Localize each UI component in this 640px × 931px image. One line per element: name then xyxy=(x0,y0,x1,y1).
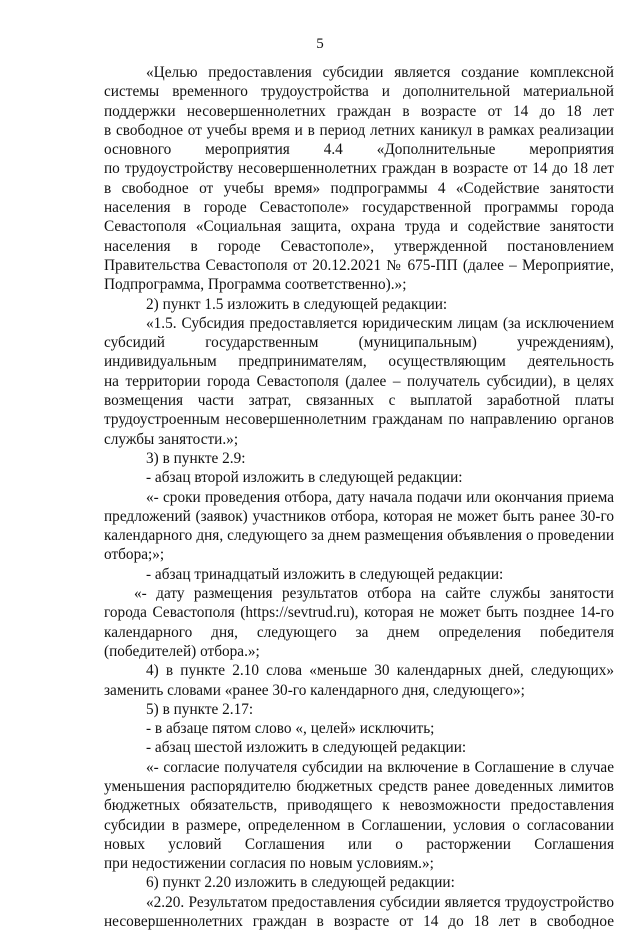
text-line: системы временного трудоустройства и дополнительной материальной xyxy=(104,83,614,101)
text-line: «1.5. Субсидия предоставляется юридическим лицам (за исключением xyxy=(146,314,614,332)
text-line: (победителей) отбора.»; xyxy=(104,642,260,660)
text-line: - абзац шестой изложить в следующей редакции: xyxy=(146,739,467,757)
text-line: «Целью предоставления субсидии является создание комплексной xyxy=(146,64,614,81)
text-line: несовершеннолетних граждан в возрасте от 14 до 18 лет в свободное xyxy=(104,913,614,931)
text-line: в свободное от учебы время и в период летних каникул в рамках реализации xyxy=(104,121,614,139)
text-line: субсидии в размере, определенном в Соглашении, условия о согласовании xyxy=(104,816,614,834)
text-line: на территории города Севастополя (далее – получатель субсидии), в целях xyxy=(104,372,614,390)
text-line: Подпрограмма, Программа соответственно).»; xyxy=(104,276,407,294)
text-line: трудоустроенным несовершеннолетним гражданам по направлению органов xyxy=(104,411,614,429)
text-line: «- дату размещения результатов отбора на сайте службы занятости xyxy=(134,585,614,603)
text-line: календарного дня, следующего за днем определения победителя xyxy=(104,623,614,641)
text-line: населения в городе Севастополе» государственной программы города xyxy=(104,199,614,217)
text-line: основного мероприятия 4.4 «Дополнительные мероприятия xyxy=(104,141,614,159)
text-line: - в абзаце пятом слово «, целей» исключить; xyxy=(146,720,435,738)
text-line: уменьшения распорядителю бюджетных средств ранее доведенных лимитов xyxy=(104,777,614,795)
text-line: бюджетных обязательств, приводящего к невозможности предоставления xyxy=(104,797,614,815)
text-line: субсидий государственным (муниципальным) учреждениям), xyxy=(104,334,614,352)
page-number: 5 xyxy=(316,36,324,52)
text-line: - абзац тринадцатый изложить в следующей редакции: xyxy=(146,565,504,583)
text-line: «- согласие получателя субсидии на включение в Соглашение в случае xyxy=(146,758,614,776)
text-line: 3) в пункте 2.9: xyxy=(146,449,246,467)
text-line: поддержки несовершеннолетних граждан в возрасте от 14 до 18 лет xyxy=(104,102,614,120)
text-line: новых условий Соглашения или о расторжении Соглашения xyxy=(104,835,614,853)
text-line: «2.20. Результатом предоставления субсидии является трудоустройство xyxy=(146,893,614,911)
text-line: отбора;»; xyxy=(104,546,165,564)
text-line: при недостижении согласия по новым условиям.»; xyxy=(104,855,434,873)
text-line: города Севастополя (https://sevtrud.ru), которая не может быть позднее 14-го xyxy=(104,604,614,622)
text-line: Севастополя «Социальная защита, охрана труда и содействие занятости xyxy=(104,218,614,236)
text-line: 5) в пункте 2.17: xyxy=(146,700,254,718)
text-line: по трудоустройству несовершеннолетних граждан в возрасте от 14 до 18 лет xyxy=(104,160,614,178)
text-line: календарного дня, следующего за днем размещения объявления о проведении xyxy=(104,527,614,545)
text-line: в свободное от учебы время» подпрограммы 4 «Содействие занятости xyxy=(104,179,614,197)
text-line: 2) пункт 1.5 изложить в следующей редакции: xyxy=(146,295,448,313)
text-line: «- сроки проведения отбора, дату начала подачи или окончания приема xyxy=(146,488,614,506)
document-body xyxy=(104,63,614,931)
text-line: Правительства Севастополя от 20.12.2021 № 675-ПП (далее – Мероприятие, xyxy=(104,256,614,274)
text-line: населения в городе Севастополе», утвержденной постановлением xyxy=(104,237,614,255)
text-line: 6) пункт 2.20 изложить в следующей редакции: xyxy=(146,874,455,892)
text-line: - абзац второй изложить в следующей редакции: xyxy=(146,469,463,487)
text-line: возмещения части затрат, связанных с выплатой заработной платы xyxy=(104,392,614,410)
text-line: индивидуальным предпринимателям, осуществляющим деятельность xyxy=(104,353,614,371)
text-line: предложений (заявок) участников отбора, которая не может быть ранее 30-го xyxy=(104,507,614,525)
text-line: заменить словами «ранее 30-го календарного дня, следующего»; xyxy=(104,681,525,699)
text-line: службы занятости.»; xyxy=(104,430,239,448)
text-line: 4) в пункте 2.10 слова «меньше 30 календарных дней, следующих» xyxy=(146,662,614,680)
